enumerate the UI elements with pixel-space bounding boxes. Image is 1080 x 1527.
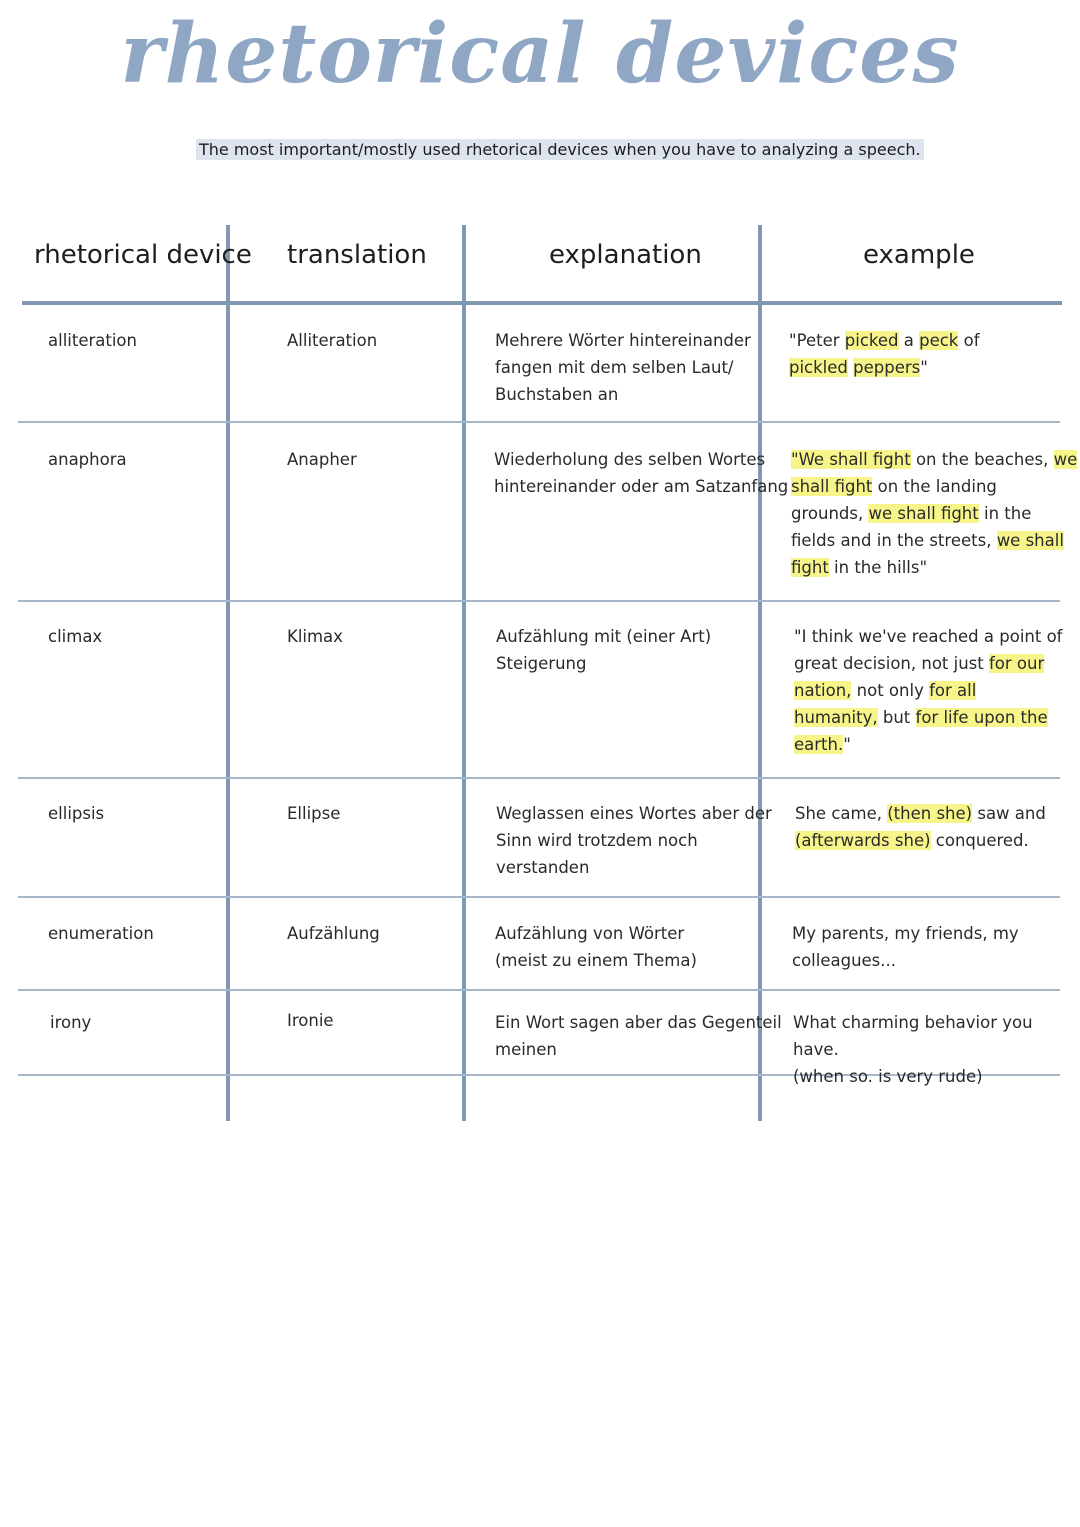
cell-translation: Klimax — [287, 627, 343, 646]
example-text: She came, — [795, 804, 888, 823]
cell-translation: Ironie — [287, 1011, 334, 1030]
example-text: What charming behavior you have. — [793, 1013, 1033, 1059]
cell-example — [792, 920, 1019, 974]
highlighted-text: we shall — [996, 531, 1064, 550]
highlighted-text: "We shall fight — [791, 450, 911, 469]
cell-device: ellipsis — [48, 804, 105, 823]
explanation-line: Ein Wort sagen aber das Gegenteil — [495, 1013, 782, 1032]
explanation-line: Sinn wird trotzdem noch — [496, 831, 698, 850]
explanation-line: Aufzählung mit (einer Art) — [496, 627, 712, 646]
highlighted-text: picked — [844, 331, 899, 350]
header-divider — [22, 301, 1062, 305]
highlighted-text: nation, — [794, 681, 852, 700]
column-divider — [462, 225, 466, 1121]
explanation-line: meinen — [495, 1040, 557, 1059]
header-translation: translation — [287, 240, 427, 270]
column-divider — [758, 225, 762, 1121]
header-example: example — [863, 240, 975, 270]
cell-example — [793, 1009, 1080, 1090]
page-subtitle: The most important/mostly used rhetorical devices when you have to analyzing a speech. — [196, 139, 924, 160]
example-line — [794, 677, 1062, 704]
example-text: not only — [851, 681, 930, 700]
example-line — [791, 473, 1077, 500]
example-text: colleagues... — [792, 951, 897, 970]
example-text: great decision, not just — [794, 654, 989, 673]
example-text: "I think we've reached a point of — [794, 627, 1063, 646]
cell-device: anaphora — [48, 450, 127, 469]
example-text: saw and — [972, 804, 1046, 823]
explanation-line: Buchstaben an — [495, 385, 619, 404]
cell-example — [794, 623, 1062, 758]
row-divider — [18, 896, 1060, 898]
example-text: " — [920, 358, 928, 377]
cell-example — [791, 446, 1077, 581]
example-text: of — [958, 331, 980, 350]
row-divider — [18, 421, 1060, 423]
explanation-line: Weglassen eines Wortes aber der — [496, 804, 772, 823]
highlighted-text: shall fight — [791, 477, 873, 496]
example-line — [795, 800, 1046, 827]
example-line — [794, 623, 1062, 650]
explanation-line: Mehrere Wörter hintereinander — [495, 331, 751, 350]
highlighted-text: we shall fight — [868, 504, 979, 523]
highlighted-text: pickled — [789, 358, 848, 377]
explanation-line: Wiederholung des selben Wortes — [494, 450, 766, 469]
highlighted-text: (then she) — [887, 804, 973, 823]
example-text: My parents, my friends, my — [792, 924, 1019, 943]
example-line — [792, 920, 1019, 947]
cell-translation: Aufzählung — [287, 924, 380, 943]
example-text: a — [898, 331, 920, 350]
cell-device: alliteration — [48, 331, 137, 350]
row-divider — [18, 777, 1060, 779]
example-text: "Peter — [789, 331, 845, 350]
cell-device: enumeration — [48, 924, 154, 943]
header-explanation: explanation — [549, 240, 702, 270]
example-line — [793, 1063, 1080, 1090]
example-text: but — [877, 708, 916, 727]
cell-example — [789, 327, 980, 381]
column-divider — [226, 225, 230, 1121]
cell-explanation — [496, 623, 711, 677]
explanation-line: fangen mit dem selben Laut/ — [495, 358, 734, 377]
example-text: in the — [978, 504, 1032, 523]
example-text: " — [843, 735, 851, 754]
explanation-line: verstanden — [496, 858, 590, 877]
highlighted-text: fight — [791, 558, 829, 577]
highlighted-text: we — [1053, 450, 1078, 469]
explanation-line: hintereinander oder am Satzanfang — [494, 477, 789, 496]
highlighted-text: peppers — [853, 358, 921, 377]
highlighted-text: earth. — [794, 735, 844, 754]
highlighted-text: for all — [929, 681, 977, 700]
row-divider — [18, 600, 1060, 602]
cell-explanation — [495, 1009, 782, 1063]
explanation-line: (meist zu einem Thema) — [495, 951, 697, 970]
cell-example — [795, 800, 1046, 854]
example-text: on the landing — [872, 477, 997, 496]
cell-translation: Ellipse — [287, 804, 341, 823]
page-title: rhetorical devices — [120, 6, 960, 102]
header-rhetorical-device: rhetorical device — [34, 240, 252, 270]
example-text: conquered. — [930, 831, 1029, 850]
example-text: (when so. is very rude) — [793, 1067, 983, 1086]
explanation-line: Aufzählung von Wörter — [495, 924, 685, 943]
cell-device: irony — [50, 1013, 92, 1032]
highlighted-text: humanity, — [794, 708, 878, 727]
explanation-line: Steigerung — [496, 654, 587, 673]
example-text: in the hills" — [828, 558, 928, 577]
cell-explanation — [495, 327, 751, 408]
example-line — [791, 527, 1077, 554]
row-divider — [18, 989, 1060, 991]
example-line — [794, 650, 1062, 677]
cell-translation: Alliteration — [287, 331, 378, 350]
example-line — [795, 827, 1046, 854]
example-line — [791, 500, 1077, 527]
example-line — [794, 731, 1062, 758]
highlighted-text: for our — [989, 654, 1045, 673]
example-text: on the beaches, — [910, 450, 1054, 469]
example-line — [791, 554, 1077, 581]
cell-explanation — [494, 446, 788, 500]
example-text: fields and in the streets, — [791, 531, 997, 550]
highlighted-text: for life upon the — [915, 708, 1048, 727]
example-text: grounds, — [791, 504, 869, 523]
cell-device: climax — [48, 627, 103, 646]
cell-translation: Anapher — [287, 450, 357, 469]
example-line — [792, 947, 1019, 974]
example-line — [789, 354, 980, 381]
highlighted-text: (afterwards she) — [795, 831, 931, 850]
highlighted-text: peck — [919, 331, 959, 350]
example-line — [793, 1009, 1080, 1063]
example-line — [789, 327, 980, 354]
cell-explanation — [496, 800, 772, 881]
example-line — [791, 446, 1077, 473]
example-line — [794, 704, 1062, 731]
cell-explanation — [495, 920, 697, 974]
